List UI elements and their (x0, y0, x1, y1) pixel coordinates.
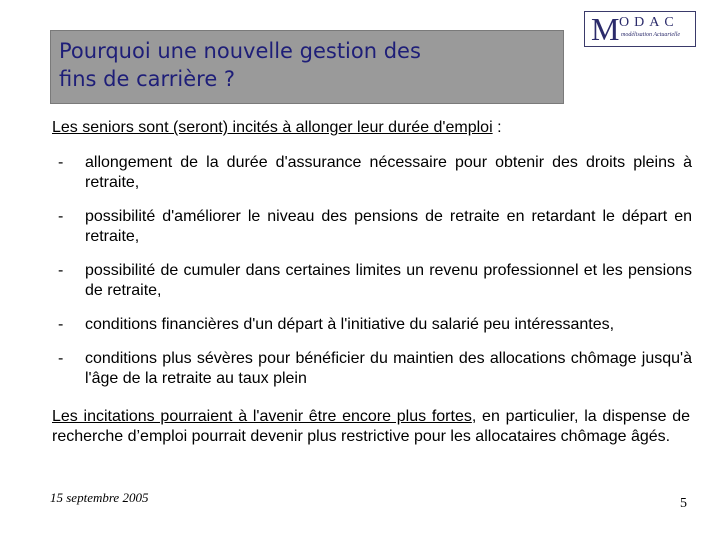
list-item (58, 153, 692, 193)
bullet-list (58, 153, 692, 403)
bullet-dash: - (58, 208, 64, 225)
slide-title-box (50, 30, 564, 104)
bullet-text: possibilité d'améliorer le niveau des pensions de retraite en retardant le départ en retraite, (85, 208, 692, 245)
intro-colon: : (492, 119, 502, 136)
list-item (58, 207, 692, 247)
slide-title-line-1: Pourquoi une nouvelle gestion des (59, 39, 421, 63)
logo-letter: M (591, 11, 620, 47)
bullet-text: conditions plus sévères pour bénéficier du maintien des allocations chômage jusqu'à l'âge de la retraite au taux plein (85, 350, 692, 387)
intro-paragraph (52, 118, 692, 138)
bullet-text: conditions financières d'un départ à l'initiative du salarié peu intéressantes, (85, 316, 615, 333)
footer-date: 15 septembre 2005 (50, 490, 149, 505)
conclusion-emphasis: Les incitations pourraient à l'avenir être encore plus fortes (52, 408, 472, 425)
conclusion-text: , en particulier, la dispense de recherche d’emploi pourrait devenir plus restrictive pour les allocataires chômage âgés. (52, 408, 691, 445)
intro-text: Les seniors sont (seront) incités à allonger leur durée d'emploi (52, 119, 493, 136)
bullet-dash: - (58, 154, 64, 171)
bullet-text: allongement de la durée d'assurance nécessaire pour obtenir des droits pleins à retraite, (85, 154, 692, 191)
modac-logo (584, 11, 696, 47)
conclusion-paragraph (52, 407, 690, 447)
list-item (58, 261, 692, 301)
slide-title-line-2: fins de carrière ? (59, 67, 236, 91)
logo-tagline: modélisation Actuarielle (621, 32, 681, 38)
page-number: 5 (680, 496, 687, 511)
bullet-dash: - (58, 350, 64, 367)
logo-name: ODAC (619, 15, 679, 30)
bullet-dash: - (58, 262, 64, 279)
list-item (58, 349, 692, 389)
list-item (58, 315, 692, 335)
bullet-dash: - (58, 316, 64, 333)
bullet-text: possibilité de cumuler dans certaines limites un revenu professionnel et les pensions de retraite, (85, 262, 692, 299)
